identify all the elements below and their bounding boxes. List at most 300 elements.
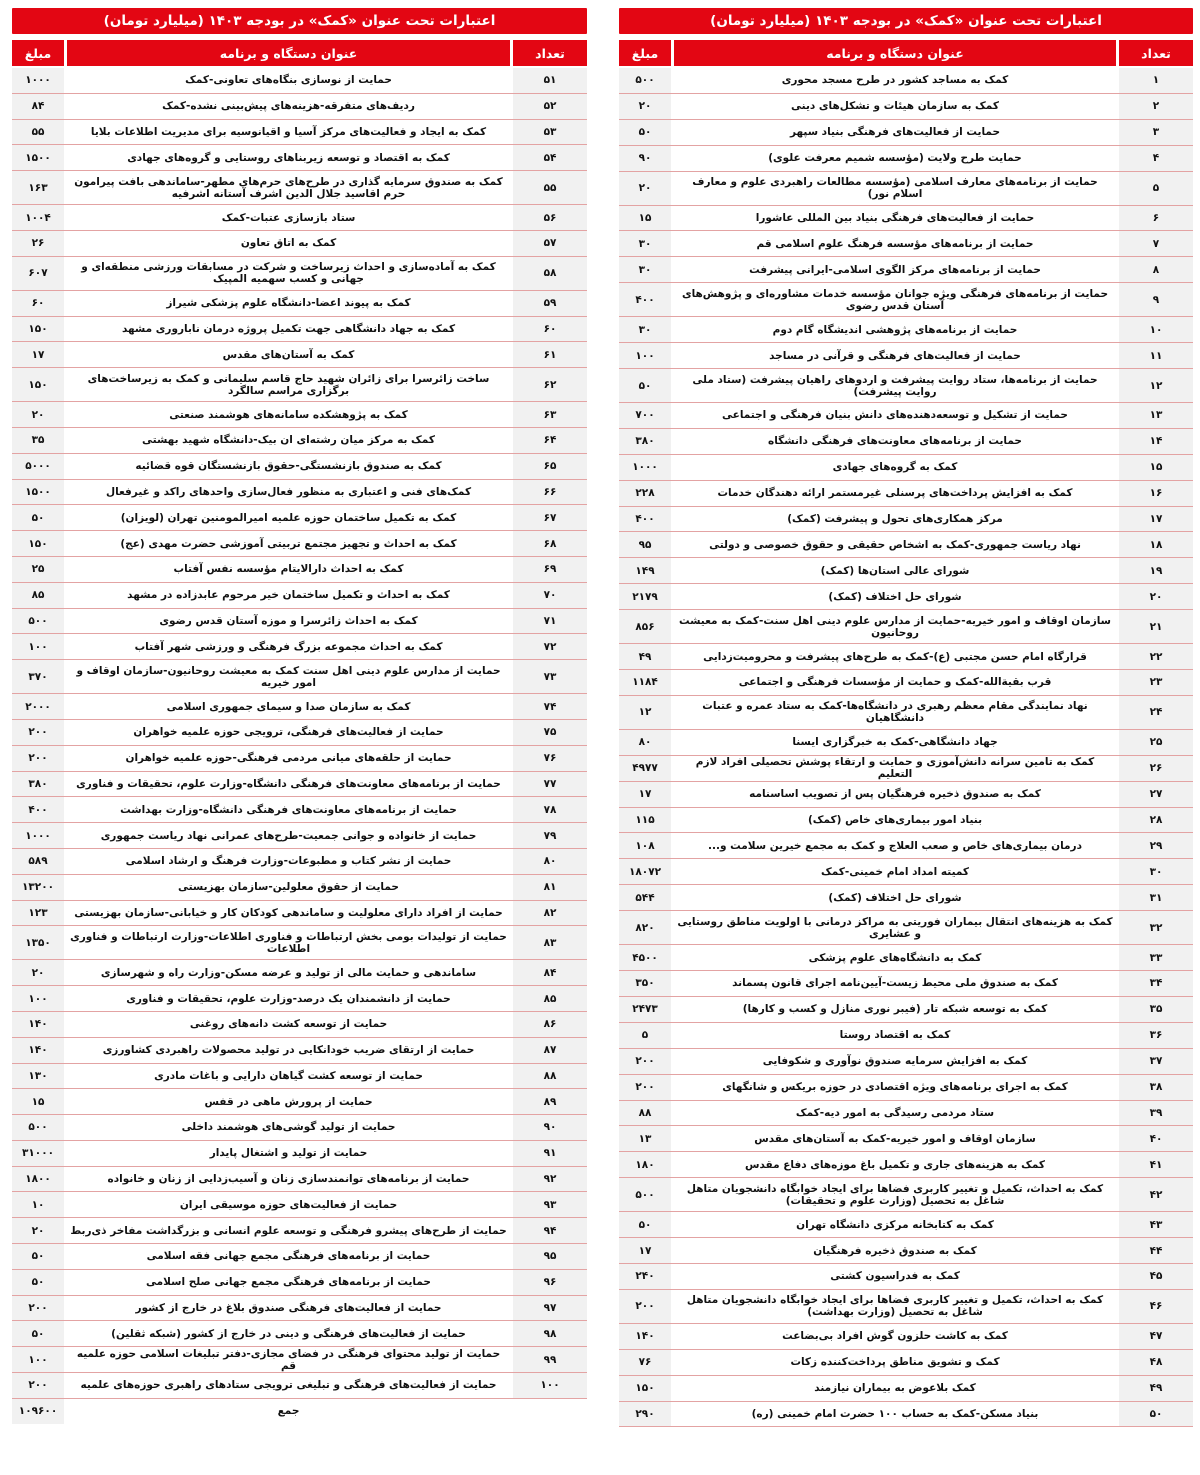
table-row bbox=[12, 145, 587, 171]
table-row bbox=[12, 797, 587, 823]
row-title: کمک به توسعه شبکه تار (فیبر نوری منازل و کسب و کارها) bbox=[742, 1003, 1048, 1016]
table-row bbox=[619, 343, 1193, 369]
table-row bbox=[12, 1218, 587, 1244]
row-amount: ۱۲ bbox=[619, 696, 673, 729]
row-title: نهاد نمایندگی مقام معظم رهبری در دانشگاه‌ها-کمک به ستاد عمره و عتبات دانشگاهیان bbox=[702, 700, 1088, 725]
table-row bbox=[12, 960, 587, 986]
row-number: ۲۹ bbox=[1117, 833, 1193, 858]
row-title: کمک به آستان‌های مقدس bbox=[222, 348, 355, 361]
row-amount: ۱۴۰ bbox=[12, 1038, 66, 1063]
row-amount: ۱۰۰۴ bbox=[12, 205, 66, 230]
row-title: کمک به صندوق ذخیره فرهنگیان پس از تصویب اساسنامه bbox=[749, 788, 1041, 801]
row-title: کمک به سازمان هیئات و تشکل‌های دینی bbox=[791, 100, 999, 113]
row-number: ۲۲ bbox=[1117, 644, 1193, 669]
table-row bbox=[619, 1324, 1193, 1350]
table-row bbox=[12, 1373, 587, 1399]
row-number: ۸۸ bbox=[511, 1064, 587, 1089]
total-count-cell bbox=[511, 1399, 587, 1424]
table-row bbox=[619, 455, 1193, 481]
table-row bbox=[12, 634, 587, 660]
row-title: حمایت از طرح‌های پیشرو فرهنگی و توسعه علوم انسانی و بزرگداشت مفاخر ذی‌ربط bbox=[70, 1224, 507, 1237]
row-title: حمایت از فعالیت‌های حوزه موسیقی ایران bbox=[179, 1198, 398, 1211]
row-title: حمایت از ارتقای ضریب خودانکایی در تولید محصولات راهبردی کشاورزی bbox=[102, 1044, 475, 1057]
row-amount: ۶۰۷ bbox=[12, 257, 66, 290]
header-title: عنوان دستگاه و برنامه bbox=[674, 40, 1116, 66]
row-number: ۲۷ bbox=[1117, 782, 1193, 807]
row-title: کمک به احداث، تکمیل و تغییر کاربری فضاها برای ایجاد خوابگاه دانشجویان متاهل شاغل به تحصیل (وزارت علوم و تحقیقات) bbox=[686, 1182, 1104, 1207]
row-number: ۸۳ bbox=[511, 926, 587, 959]
table-row bbox=[619, 1075, 1193, 1101]
row-title: حمایت از برنامه‌های فرهنگی مجمع جهانی صلح اسلامی bbox=[146, 1276, 431, 1289]
row-title: سازمان اوقاف و امور خیریه-کمک به آستان‌های مقدس bbox=[754, 1132, 1036, 1145]
row-number: ۱۰ bbox=[1117, 317, 1193, 342]
table-row bbox=[619, 532, 1193, 558]
row-title: حمایت از برنامه‌های توانمندسازی زنان و آسیب‌زدایی از زنان و خانواده bbox=[107, 1173, 470, 1186]
row-amount: ۳۰ bbox=[619, 257, 673, 282]
table-row bbox=[619, 833, 1193, 859]
row-amount: ۵۰۰ bbox=[619, 68, 673, 93]
table-row bbox=[12, 342, 587, 368]
row-title: کمک به کتابخانه مرکزی دانشگاه تهران bbox=[796, 1218, 994, 1231]
row-number: ۷۶ bbox=[511, 746, 587, 771]
row-title: کمک به اجرای برنامه‌های ویژه اقتصادی در حوزه بریکس و شانگهای bbox=[722, 1081, 1068, 1094]
table-row bbox=[12, 428, 587, 454]
table-row bbox=[12, 875, 587, 901]
row-amount: ۵۰ bbox=[619, 120, 673, 145]
row-title: حمایت از تولید و اشتغال پایدار bbox=[209, 1147, 368, 1160]
row-amount: ۸۰ bbox=[619, 730, 673, 755]
row-number: ۴ bbox=[1117, 146, 1193, 171]
row-title: کمک به تکمیل ساختمان حوزه علمیه امیرالمومنین تهران (لویزان) bbox=[120, 511, 457, 524]
row-title: کمک به اقتصاد و توسعه زیربناهای روستایی و گروه‌های جهادی bbox=[127, 151, 450, 164]
table-row bbox=[12, 1321, 587, 1347]
row-title: حمایت از حقوق معلولین-سازمان بهزیستی bbox=[178, 881, 399, 894]
row-title: ستاد مردمی رسیدگی به امور دیه-کمک bbox=[795, 1106, 995, 1119]
row-amount: ۱۰۰۰ bbox=[619, 455, 673, 480]
table-row bbox=[12, 986, 587, 1012]
row-number: ۸۰ bbox=[511, 849, 587, 874]
row-number: ۸۲ bbox=[511, 901, 587, 926]
row-amount: ۲۰ bbox=[619, 94, 673, 119]
row-number: ۲۸ bbox=[1117, 808, 1193, 833]
row-amount: ۱۳۲۰۰ bbox=[12, 875, 66, 900]
row-number: ۶۸ bbox=[511, 531, 587, 556]
row-title: حمایت از فعالیت‌های فرهنگی صندوق بلاغ در خارج از کشور bbox=[135, 1302, 442, 1315]
row-title: کمک به افزایش سرمایه صندوق نوآوری و شکوفایی bbox=[762, 1055, 1028, 1068]
row-number: ۵۶ bbox=[511, 205, 587, 230]
row-title: کمک به فدراسیون کشتی bbox=[830, 1270, 960, 1283]
row-number: ۳۸ bbox=[1117, 1075, 1193, 1100]
row-amount: ۱۴۹ bbox=[619, 558, 673, 583]
row-title: حمایت از فعالیت‌های فرهنگی و تبلیغی ترویجی ستادهای راهبری حوزه‌های علمیه bbox=[80, 1379, 497, 1392]
row-amount: ۱۳۵۰ bbox=[12, 926, 66, 959]
row-number: ۳۳ bbox=[1117, 945, 1193, 970]
row-amount: ۵۰ bbox=[12, 1270, 66, 1295]
row-title: کمک به اقتصاد روستا bbox=[839, 1029, 951, 1042]
table-row bbox=[619, 283, 1193, 317]
row-number: ۵۸ bbox=[511, 257, 587, 290]
row-number: ۳۹ bbox=[1117, 1101, 1193, 1126]
row-amount: ۷۶ bbox=[619, 1350, 673, 1375]
row-number: ۲ bbox=[1117, 94, 1193, 119]
row-number: ۳۴ bbox=[1117, 971, 1193, 996]
row-amount: ۶۰ bbox=[12, 291, 66, 316]
row-title: کمک به گروه‌های جهادی bbox=[832, 461, 958, 474]
row-amount: ۴۰۰ bbox=[619, 283, 673, 316]
row-number: ۱۶ bbox=[1117, 481, 1193, 506]
row-number: ۴۸ bbox=[1117, 1350, 1193, 1375]
total-amount: ۱۰۹۶۰۰ bbox=[12, 1399, 66, 1424]
row-title: حمایت از پرورش ماهی در قفس bbox=[204, 1095, 373, 1108]
row-title: کمک به هزینه‌های جاری و تکمیل باغ موزه‌های دفاع مقدس bbox=[744, 1158, 1046, 1171]
header-count: تعداد bbox=[513, 40, 587, 66]
row-amount: ۴۹۷۷ bbox=[619, 756, 673, 781]
row-number: ۷۲ bbox=[511, 634, 587, 659]
table-row bbox=[12, 1347, 587, 1373]
row-title: حمایت از فعالیت‌های فرهنگی و قرآنی در مساجد bbox=[769, 349, 1021, 362]
row-number: ۵۵ bbox=[511, 171, 587, 204]
row-number: ۴۱ bbox=[1117, 1152, 1193, 1177]
row-amount: ۲۰۰ bbox=[619, 1075, 673, 1100]
row-number: ۵۹ bbox=[511, 291, 587, 316]
table-row bbox=[12, 720, 587, 746]
table-row bbox=[619, 68, 1193, 94]
row-title: نهاد ریاست جمهوری-کمک به اشخاص حقیقی و حقوق خصوصی و دولتی bbox=[709, 538, 1081, 551]
row-amount: ۱۸۰ bbox=[619, 1152, 673, 1177]
row-number: ۴۴ bbox=[1117, 1238, 1193, 1263]
row-title: حمایت از توسعه کشت گیاهان دارایی و باغات مادری bbox=[154, 1069, 423, 1082]
table-row bbox=[619, 670, 1193, 696]
row-number: ۳۵ bbox=[1117, 997, 1193, 1022]
row-title: کمک به جهاد دانشگاهی جهت تکمیل پروژه درمان ناباروری مشهد bbox=[121, 322, 456, 335]
table-row bbox=[619, 1402, 1193, 1428]
header-title: عنوان دستگاه و برنامه bbox=[67, 40, 510, 66]
table-row bbox=[12, 1167, 587, 1193]
table-row bbox=[619, 859, 1193, 885]
row-amount: ۱۷ bbox=[12, 342, 66, 367]
table-row bbox=[619, 403, 1193, 429]
row-number: ۱۴ bbox=[1117, 429, 1193, 454]
table-title: اعتبارات تحت عنوان «کمک» در بودجه ۱۴۰۳ (میلیارد تومان) bbox=[12, 8, 587, 34]
row-amount: ۸۵ bbox=[12, 583, 66, 608]
row-number: ۱۱ bbox=[1117, 343, 1193, 368]
row-amount: ۷۰۰ bbox=[619, 403, 673, 428]
row-number: ۸۱ bbox=[511, 875, 587, 900]
table-row bbox=[619, 1178, 1193, 1212]
row-amount: ۵۰ bbox=[12, 505, 66, 530]
row-title: حمایت از برنامه‌ها، ستاد روایت پیشرفت و اردوهای راهیان پیشرفت (ستاد ملی روایت پیشرفت) bbox=[692, 373, 1098, 398]
table-row bbox=[619, 911, 1193, 945]
row-title: کمک به احداث و تجهیز مجتمع تربیتی آموزشی حضرت مهدی (عج) bbox=[120, 537, 457, 550]
row-amount: ۱۴۰ bbox=[12, 1012, 66, 1037]
row-number: ۴۷ bbox=[1117, 1324, 1193, 1349]
row-number: ۸ bbox=[1117, 257, 1193, 282]
row-amount: ۱۵۰۰ bbox=[12, 480, 66, 505]
row-amount: ۲۰ bbox=[12, 1218, 66, 1243]
row-amount: ۸۴ bbox=[12, 94, 66, 119]
row-title: حمایت از برنامه‌های پژوهشی اندیشگاه گام دوم bbox=[772, 323, 1018, 336]
row-number: ۹۱ bbox=[511, 1141, 587, 1166]
header-count: تعداد bbox=[1119, 40, 1193, 66]
row-number: ۷۱ bbox=[511, 609, 587, 634]
table-row bbox=[12, 609, 587, 635]
row-number: ۶ bbox=[1117, 206, 1193, 231]
table-header bbox=[619, 40, 1193, 66]
row-number: ۸۵ bbox=[511, 986, 587, 1011]
total-row bbox=[12, 1399, 587, 1424]
table-row bbox=[619, 206, 1193, 232]
table-row bbox=[619, 507, 1193, 533]
row-number: ۷۵ bbox=[511, 720, 587, 745]
row-title: درمان بیماری‌های خاص و صعب العلاج و کمک به مجمع خیرین سلامت و... bbox=[708, 839, 1082, 852]
table-row bbox=[619, 369, 1193, 403]
row-number: ۲۴ bbox=[1117, 696, 1193, 729]
table-row bbox=[619, 172, 1193, 206]
row-title: حمایت از مدارس علوم دینی اهل سنت کمک به معیشت روحانیون-سازمان اوقاف و امور خیریه bbox=[76, 664, 501, 689]
row-amount: ۲۴۰ bbox=[619, 1264, 673, 1289]
table-row bbox=[12, 531, 587, 557]
row-title: شورای حل اختلاف (کمک) bbox=[828, 590, 962, 603]
row-number: ۴۰ bbox=[1117, 1126, 1193, 1151]
row-number: ۱ bbox=[1117, 68, 1193, 93]
row-number: ۱۷ bbox=[1117, 507, 1193, 532]
table-row bbox=[619, 146, 1193, 172]
row-title: حمایت از برنامه‌های معاونت‌های فرهنگی دانشگاه-وزارت بهداشت bbox=[120, 803, 457, 816]
table-row bbox=[619, 481, 1193, 507]
table-row bbox=[12, 1141, 587, 1167]
row-number: ۶۵ bbox=[511, 454, 587, 479]
row-number: ۴۹ bbox=[1117, 1376, 1193, 1401]
row-amount: ۳۵۰ bbox=[619, 971, 673, 996]
row-number: ۳۶ bbox=[1117, 1023, 1193, 1048]
row-title: کمک به صندوق بازنشستگی-حقوق بازنشستگان قوه قضائیه bbox=[135, 460, 442, 473]
table-row bbox=[619, 945, 1193, 971]
row-number: ۶۱ bbox=[511, 342, 587, 367]
row-amount: ۳۸۰ bbox=[619, 429, 673, 454]
row-title: کمک به کاشت حلزون گوش افراد بی‌بضاعت bbox=[782, 1330, 1008, 1343]
row-amount: ۵۰۰۰ bbox=[12, 454, 66, 479]
row-title: کمک به صندوق سرمایه گذاری در طرح‌های حرم‌های مطهر-ساماندهی بافت پیرامون حرم اقاسید جلال الدین اشرف آستانه اشرفیه bbox=[74, 175, 503, 200]
row-number: ۸۷ bbox=[511, 1038, 587, 1063]
row-title: حمایت از تولیدات بومی بخش ارتباطات و فناوری اطلاعات-وزارت ارتباطات و فناوری اطلاعات bbox=[70, 930, 507, 955]
table-row bbox=[12, 1089, 587, 1115]
row-amount: ۵ bbox=[619, 1023, 673, 1048]
table-row bbox=[619, 584, 1193, 610]
table-row bbox=[619, 120, 1193, 146]
row-number: ۶۳ bbox=[511, 402, 587, 427]
row-title: شورای حل اختلاف (کمک) bbox=[828, 891, 962, 904]
table-row bbox=[619, 997, 1193, 1023]
row-title: قرب بقیةالله-کمک و حمایت از مؤسسات فرهنگی و اجتماعی bbox=[738, 676, 1052, 689]
row-amount: ۱۷ bbox=[619, 782, 673, 807]
table-row bbox=[619, 257, 1193, 283]
row-number: ۵۲ bbox=[511, 94, 587, 119]
row-number: ۲۶ bbox=[1117, 756, 1193, 781]
row-title: کمک‌های فنی و اعتباری به منظور فعال‌سازی واحدهای راکد و غیرفعال bbox=[105, 485, 472, 498]
row-title: حمایت از برنامه‌های معاونت‌های فرهنگی دانشگاه bbox=[768, 435, 1022, 448]
row-amount: ۱۵ bbox=[12, 1089, 66, 1114]
row-amount: ۱۳ bbox=[619, 1126, 673, 1151]
row-number: ۷ bbox=[1117, 231, 1193, 256]
row-title: ردیف‌های متفرقه-هزینه‌های پیش‌بینی نشده-کمک bbox=[162, 100, 415, 113]
row-amount: ۱۱۵ bbox=[619, 808, 673, 833]
row-number: ۹۴ bbox=[511, 1218, 587, 1243]
row-title: کمک به سازمان صدا و سیمای جمهوری اسلامی bbox=[166, 700, 411, 713]
row-amount: ۳۷۰ bbox=[12, 660, 66, 693]
row-amount: ۱۰۰ bbox=[12, 1347, 66, 1372]
row-amount: ۲۰۰ bbox=[619, 1290, 673, 1323]
row-amount: ۵۰ bbox=[619, 369, 673, 402]
row-title: سازمان اوقاف و امور خیریه-حمایت از مدارس علوم دینی اهل سنت-کمک به معیشت روحانیون bbox=[678, 614, 1112, 639]
row-number: ۶۷ bbox=[511, 505, 587, 530]
row-number: ۵۱ bbox=[511, 68, 587, 93]
row-title: حمایت از فعالیت‌های فرهنگی بنیاد بین المللی عاشورا bbox=[755, 212, 1035, 224]
row-number: ۲۱ bbox=[1117, 610, 1193, 643]
row-number: ۹۵ bbox=[511, 1244, 587, 1269]
row-number: ۶۶ bbox=[511, 480, 587, 505]
table-row bbox=[12, 926, 587, 960]
row-amount: ۱۵۰ bbox=[619, 1376, 673, 1401]
row-number: ۸۹ bbox=[511, 1089, 587, 1114]
table-row bbox=[12, 583, 587, 609]
row-amount: ۴۵۰۰ bbox=[619, 945, 673, 970]
table-row bbox=[12, 317, 587, 343]
row-title: کمک به هزینه‌های انتقال بیماران فوریتی به مراکز درمانی با اولویت مناطق روستایی و عشایری bbox=[677, 915, 1113, 940]
table-row bbox=[12, 746, 587, 772]
row-number: ۷۴ bbox=[511, 694, 587, 719]
row-number: ۶۰ bbox=[511, 317, 587, 342]
table-row bbox=[12, 1244, 587, 1270]
row-amount: ۸۲۰ bbox=[619, 911, 673, 944]
table-row bbox=[12, 1064, 587, 1090]
row-number: ۷۷ bbox=[511, 772, 587, 797]
table-row bbox=[12, 94, 587, 120]
table-row bbox=[12, 368, 587, 402]
row-amount: ۱۳۰ bbox=[12, 1064, 66, 1089]
row-amount: ۲۰۰ bbox=[12, 1296, 66, 1321]
row-title: حمایت از برنامه‌های فرهنگی ویژه جوانان مؤسسه خدمات مشاوره‌ای و پژوهش‌های آستان قدس رضوی bbox=[681, 287, 1109, 312]
row-title: بنیاد مسکن-کمک به حساب ۱۰۰ حضرت امام خمینی (ره) bbox=[751, 1407, 1039, 1420]
row-title: ستاد بازسازی عتبات-کمک bbox=[221, 211, 356, 224]
table-row bbox=[619, 782, 1193, 808]
table-row bbox=[619, 1152, 1193, 1178]
row-number: ۱۵ bbox=[1117, 455, 1193, 480]
row-number: ۵۴ bbox=[511, 145, 587, 170]
row-title: کمک به احداث، تکمیل و تغییر کاربری فضاها برای ایجاد خوابگاه دانشجویان متاهل شاغل به تحصیل (وزارت بهداشت) bbox=[686, 1294, 1104, 1319]
row-number: ۲۰ bbox=[1117, 584, 1193, 609]
table-row bbox=[12, 694, 587, 720]
row-title: حمایت از برنامه‌های مؤسسه فرهنگ علوم اسلامی قم bbox=[756, 237, 1034, 250]
row-title: کمیته امداد امام خمینی-کمک bbox=[821, 865, 969, 878]
row-title: ساماندهی و حمایت مالی از تولید و عرضه مسکن-وزارت راه و شهرسازی bbox=[100, 966, 477, 979]
right-table-panel bbox=[619, 8, 1193, 1427]
row-amount: ۵۰ bbox=[12, 1321, 66, 1346]
row-amount: ۱۲۳ bbox=[12, 901, 66, 926]
table-row bbox=[619, 1101, 1193, 1127]
table-row bbox=[12, 901, 587, 927]
row-amount: ۱۰۰ bbox=[619, 343, 673, 368]
row-title: کمک به مساجد کشور در طرح مسجد محوری bbox=[781, 74, 1009, 87]
row-amount: ۳۰ bbox=[619, 317, 673, 342]
table-row bbox=[619, 1023, 1193, 1049]
table-row bbox=[12, 205, 587, 231]
table-row bbox=[619, 1049, 1193, 1075]
row-number: ۶۴ bbox=[511, 428, 587, 453]
table-row bbox=[619, 971, 1193, 997]
row-title: کمک به احداث دارالایتام مؤسسه نفس آفتاب bbox=[173, 563, 404, 576]
table-row bbox=[12, 402, 587, 428]
row-number: ۹۲ bbox=[511, 1167, 587, 1192]
table-header bbox=[12, 40, 587, 66]
row-amount: ۲۲۸ bbox=[619, 481, 673, 506]
row-title: حمایت از دانشمندان یک درصد-وزارت علوم، تحقیقات و فناوری bbox=[126, 992, 451, 1005]
table-row bbox=[619, 644, 1193, 670]
row-title: حمایت از افراد دارای معلولیت و ساماندهی کودکان کار و خیابانی-سازمان بهزیستی bbox=[74, 906, 503, 919]
row-amount: ۱۷ bbox=[619, 1238, 673, 1263]
table-row bbox=[619, 1212, 1193, 1238]
row-title: کمک به احداث مجموعه بزرگ فرهنگی و ورزشی شهر آفتاب bbox=[134, 640, 443, 653]
row-number: ۷۰ bbox=[511, 583, 587, 608]
row-number: ۳ bbox=[1117, 120, 1193, 145]
row-number: ۱۲ bbox=[1117, 369, 1193, 402]
row-number: ۶۹ bbox=[511, 557, 587, 582]
row-title: حمایت طرح ولایت (مؤسسه شمیم معرفت علوی) bbox=[768, 152, 1022, 165]
row-number: ۲۵ bbox=[1117, 730, 1193, 755]
row-title: ساخت زائرسرا برای زائران شهید حاج قاسم سلیمانی و کمک به زیرساخت‌های برگزاری مراسم سالگرد bbox=[87, 372, 490, 397]
row-title: حمایت از برنامه‌های فرهنگی مجمع جهانی فقه اسلامی bbox=[146, 1250, 431, 1263]
row-title: کمک به اتاق تعاون bbox=[240, 237, 337, 250]
table-row bbox=[619, 610, 1193, 644]
row-number: ۱۰۰ bbox=[511, 1373, 587, 1398]
row-number: ۵۷ bbox=[511, 231, 587, 256]
row-amount: ۲۰۰ bbox=[12, 746, 66, 771]
row-title: حمایت از برنامه‌های معارف اسلامی (مؤسسه مطالعات راهبردی علوم و معارف اسلام نور) bbox=[692, 176, 1098, 201]
row-amount: ۸۵۶ bbox=[619, 610, 673, 643]
row-number: ۹۶ bbox=[511, 1270, 587, 1295]
row-amount: ۳۸۰ bbox=[12, 772, 66, 797]
row-amount: ۲۴۷۳ bbox=[619, 997, 673, 1022]
table-row bbox=[12, 1270, 587, 1296]
row-number: ۹۹ bbox=[511, 1347, 587, 1372]
table-row bbox=[619, 429, 1193, 455]
row-number: ۱۸ bbox=[1117, 532, 1193, 557]
row-amount: ۳۰ bbox=[619, 231, 673, 256]
row-amount: ۲۰۰ bbox=[619, 1049, 673, 1074]
row-amount: ۵۰ bbox=[12, 1244, 66, 1269]
table-row bbox=[12, 291, 587, 317]
row-title: حمایت از تولید گوشی‌های هوشمند داخلی bbox=[181, 1121, 396, 1134]
row-number: ۸۴ bbox=[511, 960, 587, 985]
row-title: کمک به احداث و تکمیل ساختمان خیر مرحوم عابدزاده در مشهد bbox=[127, 589, 450, 602]
table-row bbox=[619, 1376, 1193, 1402]
table-row bbox=[12, 1192, 587, 1218]
row-amount: ۱۰ bbox=[12, 1192, 66, 1217]
row-amount: ۱۵۰ bbox=[12, 317, 66, 342]
row-number: ۹۳ bbox=[511, 1192, 587, 1217]
row-amount: ۲۵ bbox=[12, 557, 66, 582]
row-number: ۳۱ bbox=[1117, 885, 1193, 910]
total-label: جمع bbox=[277, 1405, 300, 1418]
row-title: کمک به احداث زائرسرا و موزه آستان قدس رضوی bbox=[159, 614, 418, 627]
table-row bbox=[619, 558, 1193, 584]
row-amount: ۲۶ bbox=[12, 231, 66, 256]
table-row bbox=[12, 660, 587, 694]
table-row bbox=[619, 231, 1193, 257]
row-number: ۶۲ bbox=[511, 368, 587, 401]
row-title: حمایت از برنامه‌های معاونت‌های فرهنگی دانشگاه-وزارت علوم، تحقیقات و فناوری bbox=[76, 777, 501, 790]
row-number: ۹ bbox=[1117, 283, 1193, 316]
row-title: کمک به دانشگاه‌های علوم پزشکی bbox=[808, 951, 982, 964]
